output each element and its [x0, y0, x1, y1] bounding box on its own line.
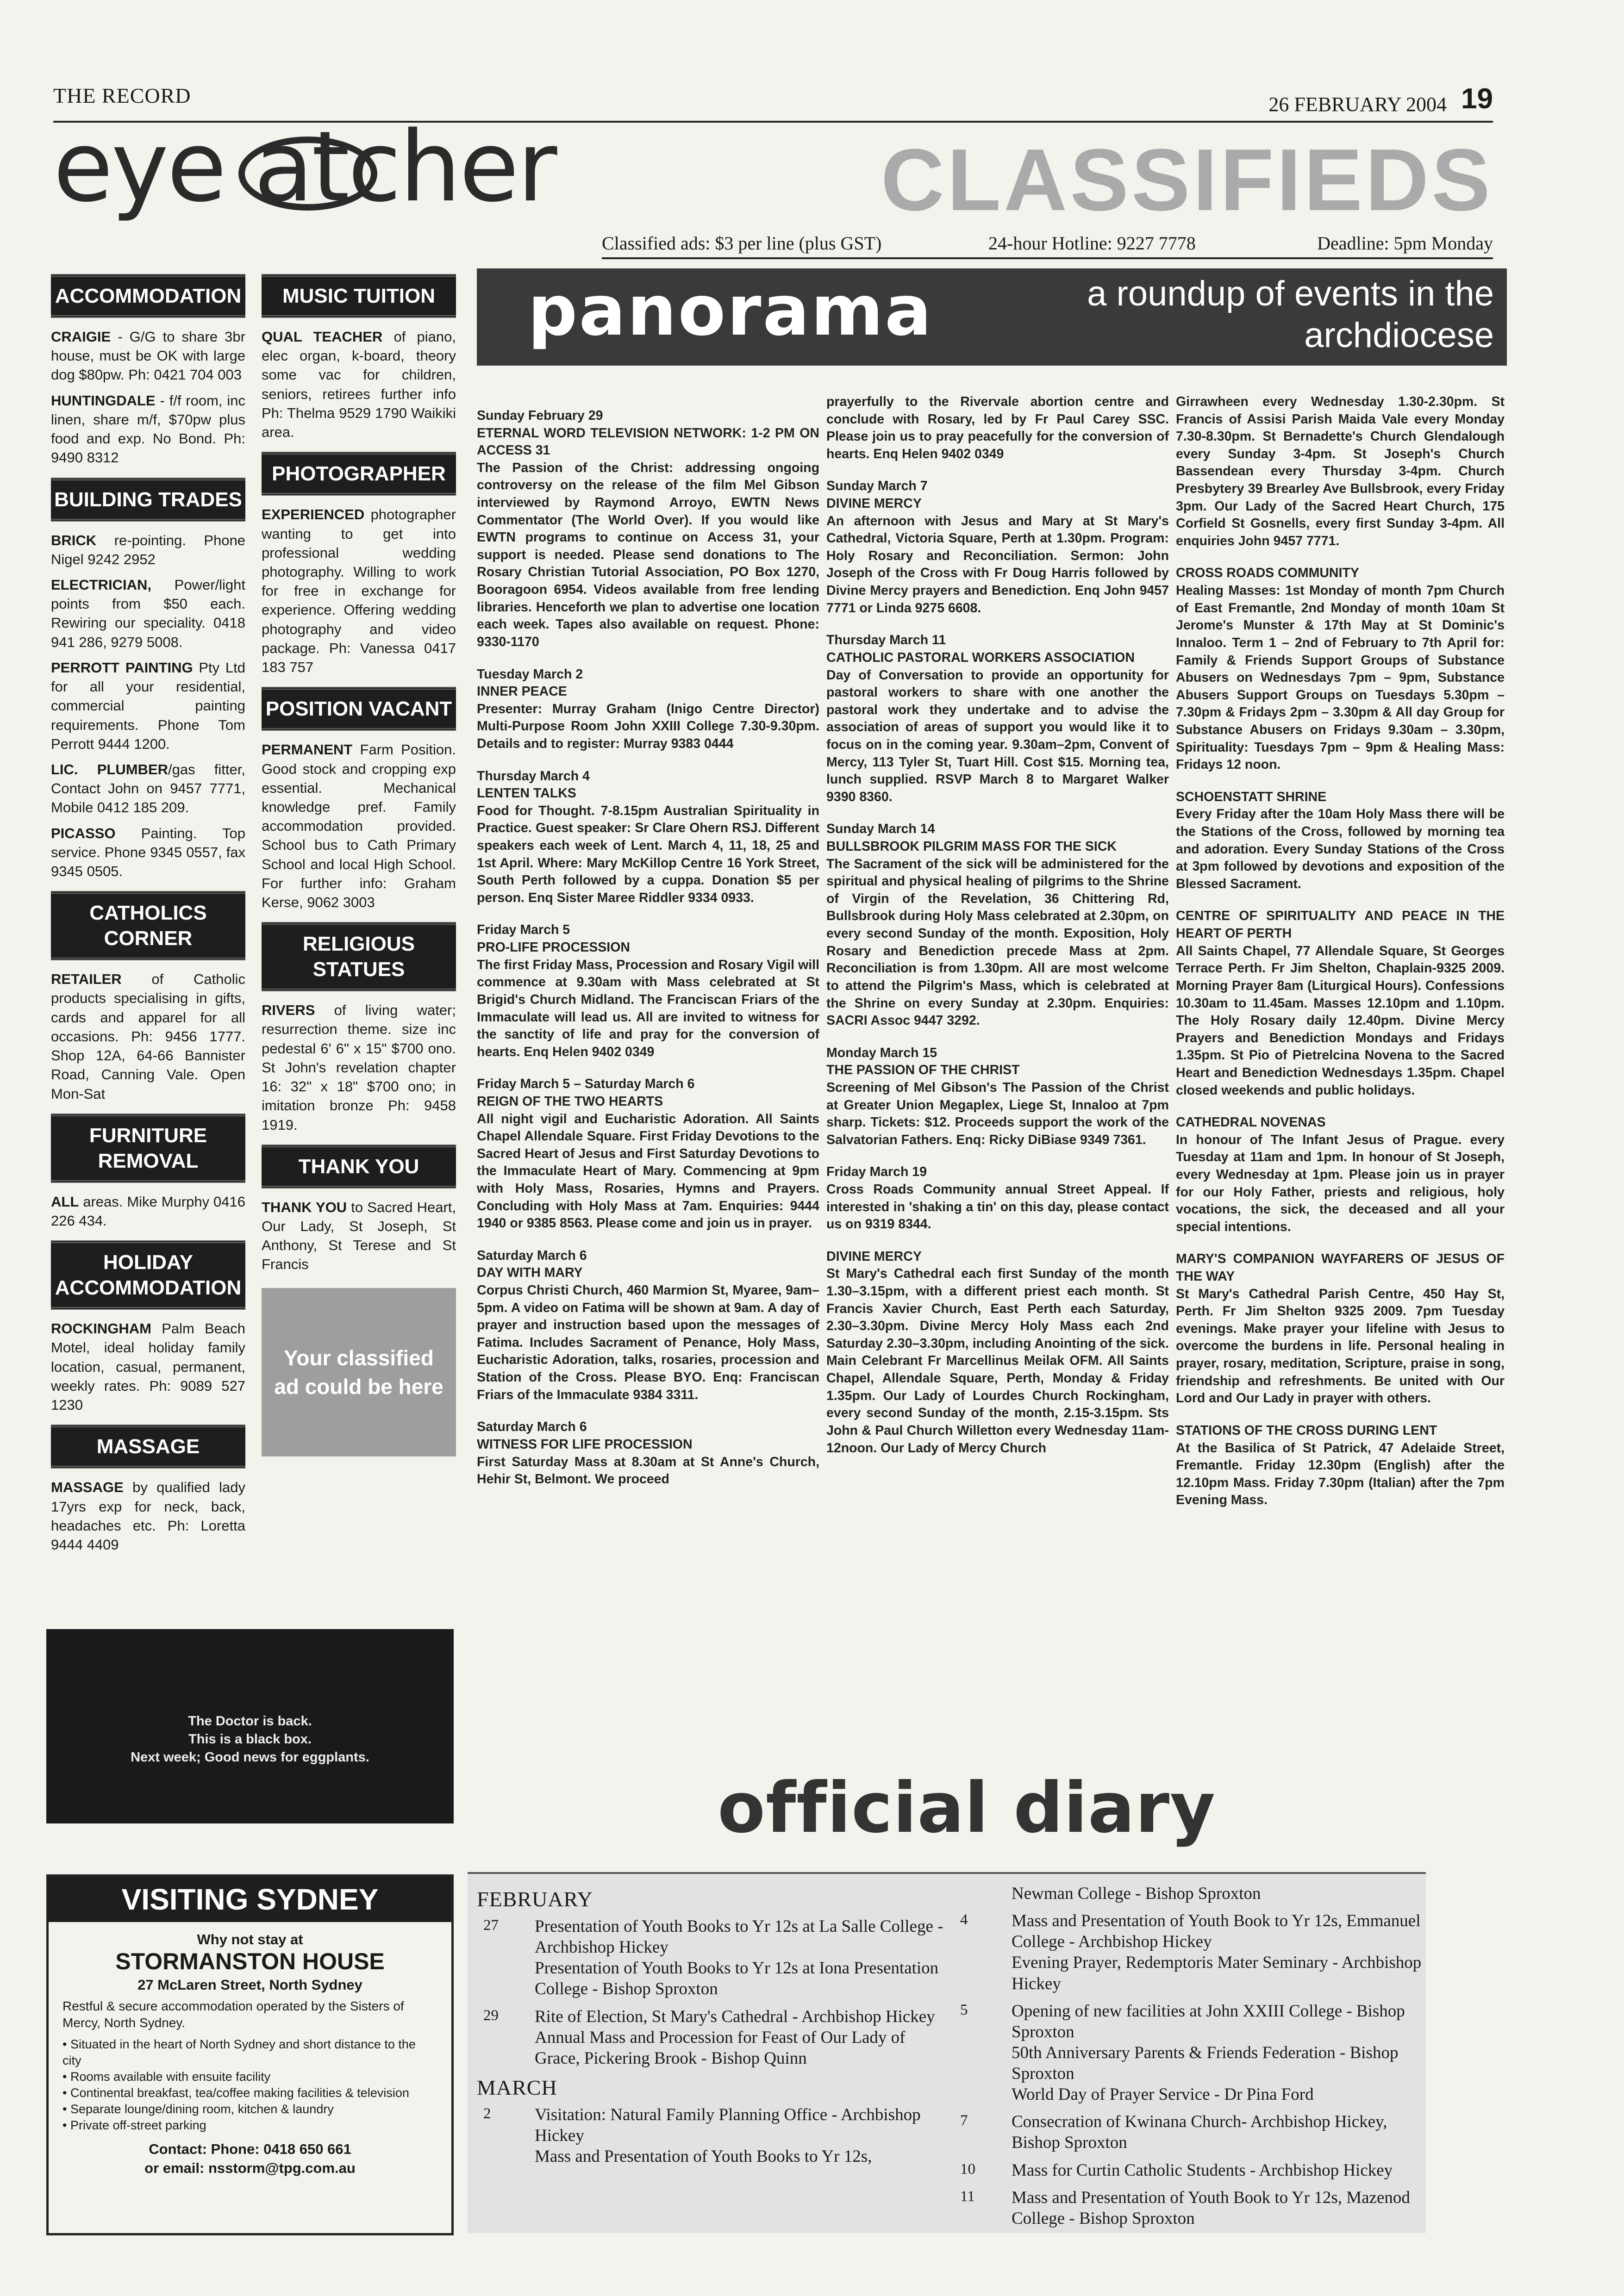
- event-body: St Mary's Cathedral Parish Centre, 450 Hay St, Perth. Fr Jim Shelton 9325 2009. 7pm Tuesday evenings. Make prayer your lifeline with Jesus to overcome the burdens in life. Personal healing in prayer, rosary, meditation, Scripture, praise in song, friendship and refreshments. Be united with Our Lord and Our Lady in prayer with others.: [1176, 1286, 1505, 1406]
- ad-contact: [49, 2140, 451, 2178]
- ad-lead: RETAILER: [51, 971, 122, 988]
- eye-logo-icon: [238, 137, 377, 211]
- event-listing: [826, 1045, 1169, 1149]
- event-listing: [826, 821, 1169, 1029]
- event-body: The first Friday Mass, Procession and Rosary Vigil will commence at 9.30am with Mass celebrated at St Brigid's Church Midland. The Franciscan Friars of the Immaculate will lead us. All are invited to witness for the sanctity of life and pray for the conversion of hearts. Enq Helen 9402 0349: [477, 957, 819, 1059]
- event-listing: [826, 1248, 1169, 1457]
- event-date: Saturday March 6: [477, 1419, 587, 1435]
- event-listing: [477, 921, 819, 1061]
- ad-contact-email: or email: nsstorm@tpg.com.au: [144, 2159, 356, 2176]
- classified-ad: [51, 1319, 245, 1414]
- ad-feature: • Continental breakfast, tea/coffee making facilities & television: [62, 2085, 437, 2101]
- event-title: DIVINE MERCY: [826, 1249, 922, 1264]
- ad-text: of Catholic products specialising in gifts, cards and apparel for all occasions. Ph: 9456 1777. Shop 12A, 64-66 Bannister Road, Canning Vale. Open Mon-Sat: [51, 971, 245, 1102]
- event-date: Monday March 15: [826, 1045, 937, 1060]
- category-heading: PHOTOGRAPHER: [262, 452, 456, 496]
- ad-lead: HUNTINGDALE: [51, 392, 156, 409]
- event-date: Tuesday March 2: [477, 666, 583, 682]
- ad-lead: EXPERIENCED: [262, 506, 365, 523]
- hotline: 24-hour Hotline: 9227 7778: [988, 233, 1196, 254]
- event-listing: [477, 1247, 819, 1404]
- ad-lead: PERMANENT: [262, 741, 353, 758]
- ad-body: Restful & secure accommodation operated by the Sisters of Mercy, North Sydney.: [62, 1999, 404, 2030]
- diary-item: 50th Anniversary Parents & Friends Federation - Bishop Sproxton: [1012, 2043, 1399, 2083]
- black-box-line: Next week; Good news for eggplants.: [131, 1750, 369, 1765]
- diary-item: Presentation of Youth Books to Yr 12s at La Salle College - Archbishop Hickey: [535, 1917, 943, 1957]
- event-listing: [1176, 1251, 1505, 1407]
- event-title: CROSS ROADS COMMUNITY: [1176, 566, 1359, 581]
- classified-ad: [51, 970, 245, 1103]
- diary-item: Rite of Election, St Mary's Cathedral - Archbishop Hickey: [535, 2007, 935, 2026]
- ad-lead: ELECTRICIAN,: [51, 576, 151, 593]
- ad-feature: • Private off-street parking: [62, 2117, 437, 2134]
- diary-column-1: [477, 1883, 947, 2173]
- ad-lead: PICASSO: [51, 825, 116, 841]
- classified-info-line: [602, 231, 1493, 259]
- ad-text: Painting. Top service. Phone 9345 0557, fax 9345 0505.: [51, 825, 245, 880]
- classified-ad: [51, 760, 245, 817]
- event-body: In honour of The Infant Jesus of Prague. every Tuesday at 11am and 1pm. In honour of St Joseph, every Wednesday at 1pm. Please join us in prayer for our Holy Father, priests and religious, holy vocations, the sick, the deceased and all your special intentions.: [1176, 1132, 1505, 1234]
- event-title: CATHEDRAL NOVENAS: [1176, 1115, 1326, 1130]
- black-box-notice: [46, 1629, 454, 1823]
- panorama-subtitle: a roundup of events in the archdiocese: [1087, 274, 1494, 355]
- category-heading: THANK YOU: [262, 1145, 456, 1188]
- ad-lead: LIC. PLUMBER: [51, 761, 169, 778]
- diary-day: 27: [483, 1917, 499, 1934]
- ad-text: by qualified lady 17yrs exp for neck, back, headaches etc. Ph: Loretta 9444 4409: [51, 1479, 245, 1553]
- section-brand: [53, 110, 1493, 229]
- event-date: Friday March 19: [826, 1164, 927, 1180]
- event-title: THE PASSION OF THE CHRIST: [826, 1063, 1020, 1078]
- ad-text: to Sacred Heart, Our Lady, St Joseph, St Anthony, St Terese and St Francis: [262, 1199, 456, 1273]
- classified-ad: [51, 575, 245, 652]
- diary-day: 11: [960, 2188, 975, 2205]
- event-listing: [1176, 908, 1505, 1099]
- diary-entry: [954, 2111, 1424, 2153]
- event-title: STATIONS OF THE CROSS DURING LENT: [1176, 1423, 1437, 1438]
- event-date: Sunday March 7: [826, 479, 928, 494]
- diary-day: 29: [483, 2007, 499, 2024]
- event-body: Presenter: Murray Graham (Inigo Centre Director) Multi-Purpose Room John XXIII College 7.30-9.30pm. Details and to register: Murray 9383 0444: [477, 701, 819, 751]
- diary-item: Mass and Presentation of Youth Book to Yr 12s, Mazenod College - Bishop Sproxton: [1012, 2188, 1410, 2228]
- event-listing: [1176, 393, 1505, 550]
- event-title: WITNESS FOR LIFE PROCESSION: [477, 1437, 693, 1452]
- event-body: All night vigil and Eucharistic Adoration. All Saints Chapel Allendale Square. First Friday Devotions to the Sacred Heart of Jesus and First Saturday Devotions to the Immaculate Heart of Mary. Commencing at 9pm with Holy Mass, Rosaries, Hymns and Prayers. Concluding with Holy Mass at 7am. Enquiries: 9444 1940 or 9385 8563. Please come and join us in prayer.: [477, 1111, 819, 1231]
- event-date: Saturday March 6: [477, 1248, 587, 1263]
- classified-ad: [262, 505, 456, 677]
- classifieds-column-1: [51, 264, 245, 1561]
- diary-day: 7: [960, 2112, 968, 2129]
- event-listing: [826, 478, 1169, 617]
- ad-text: Pty Ltd for all your residential, commercial painting requirements. Phone Tom Perrott 9444 1200.: [51, 659, 245, 752]
- event-listing: [1176, 789, 1505, 893]
- your-ad-here-promo: Your classified ad could be here: [262, 1288, 456, 1456]
- event-listing: [477, 407, 819, 651]
- ad-text: Palm Beach Motel, ideal holiday family location, casual, permanent, weekly rates. Ph: 9089 527 1230: [51, 1320, 245, 1413]
- diary-day: 5: [960, 2001, 968, 2018]
- event-body: Food for Thought. 7-8.15pm Australian Spirituality in Practice. Guest speaker: Sr Clare Ohern RSJ. Different speakers each week of Lent. March 4, 11, 18, 25 and 1st April. Where: Mary McKillop Centre 16 York Street, South Perth followed by a cuppa. Donation $5 per person. Enq Sister Maree Riddler 9334 0933.: [477, 803, 819, 905]
- page-number: 19: [1461, 83, 1493, 115]
- ad-text: Farm Position. Good stock and cropping exp essential. Mechanical knowledge pref. Family accommodation provided. School bus to Cath Primary School and local High School. For further info: Graham Kerse, 9062 3003: [262, 741, 456, 911]
- ad-feature: • Situated in the heart of North Sydney and short distance to the city: [62, 2036, 437, 2069]
- diary-month: MARCH: [477, 2075, 557, 2099]
- deadline: Deadline: 5pm Monday: [1317, 233, 1493, 254]
- official-diary-title: official diary: [718, 1768, 1216, 1848]
- ad-text: /gas fitter, Contact John on 9457 7771, Mobile 0412 185 209.: [51, 761, 245, 816]
- ad-title: VISITING SYDNEY: [49, 1877, 451, 1922]
- ad-text: Power/light points from $50 each. Rewiring our speciality. 0418 941 286, 9279 5008.: [51, 576, 245, 650]
- event-title: BULLSBROOK PILGRIM MASS FOR THE SICK: [826, 839, 1117, 854]
- diary-entry: [954, 2187, 1424, 2229]
- event-body: The Passion of the Christ: addressing ongoing controversy on the release of the film Mel Gibson interviewed by Raymond Arroyo, EWTN News Commentator (The World Over). If you would like EWTN programs to continue on Access 31, your support is needed. Please send donations to The Rosary Christian Tutorial Association, PO Box 1270, Booragoon 6954. Videos available from free lending libraries. Henceforth we plan to advertise one location each week. Tapes also available on request. Phone: 9330-1170: [477, 460, 819, 649]
- event-title: DAY WITH MARY: [477, 1265, 583, 1281]
- event-body: St Mary's Cathedral each first Sunday of the month 1.30–3.15pm, with a different priest each month. St Francis Xavier Church, East Perth each Saturday, 2.30–3.30pm. Divine Mercy Holy Mass each 2nd Saturday 2.30–3.30pm, including Anointing of the sick. Main Celebrant Fr Marcellinus Meilak OFM. All Saints Chapel, Allendale Square, Perth, Monday & Friday 1.35pm. Our Lady of Lourdes Church Rockingham, every second Sunday of the month, 2.15-3.15pm. Sts John & Paul Church Willetton every Wednesday 11am-12noon. Our Lady of Mercy Church: [826, 1266, 1169, 1456]
- event-body: The Sacrament of the sick will be administered for the spiritual and physical healing of pilgrims to the Shrine of Virgin of the Revelation, 36 Chittering Rd, Bullsbrook during Holy Mass celebrated at 2.30pm, on every second Sunday of the month. Exposition, Holy Rosary and Benediction precede Mass at 2pm. Reconciliation is from 1.30pm. All are most welcome to attend the Pilgrim's Mass, which is celebrated at the Shrine on every Sunday at 2.30pm. Enquiries: SACRI Assoc 9447 3292.: [826, 856, 1169, 1028]
- event-listing: [477, 1076, 819, 1232]
- diary-entry: [954, 1910, 1424, 1994]
- diary-entry: [954, 2001, 1424, 2105]
- category-heading: CATHOLICS CORNER: [51, 891, 245, 960]
- classified-ad: [51, 327, 245, 385]
- diary-item: Mass and Presentation of Youth Book to Yr 12s, Emmanuel College - Archbishop Hickey: [1012, 1911, 1421, 1952]
- event-listing: [1176, 565, 1505, 773]
- diary-item: Opening of new facilities at John XXIII College - Bishop Sproxton: [1012, 2001, 1405, 2041]
- ad-text: of living water; resurrection theme. size inc pedestal 6' 6" x 15" $700 ono. St John's revelation chapter 16: 32" x 18" $700 ono; in imitation bronze Ph: 9458 1919.: [262, 1002, 456, 1133]
- event-listing: [477, 768, 819, 907]
- classified-ad: [51, 824, 245, 881]
- diary-item: Newman College - Bishop Sproxton: [1012, 1884, 1261, 1903]
- classified-ad: [262, 1198, 456, 1274]
- classified-ad: [51, 391, 245, 467]
- event-title: CENTRE OF SPIRITUALITY AND PEACE IN THE HEART OF PERTH: [1176, 908, 1505, 941]
- ad-text: - f/f room, inc linen, share m/f, $70pw plus food and exp. No Bond. Ph: 9490 8312: [51, 392, 245, 466]
- issue-date: 26 FEBRUARY 2004: [1268, 93, 1447, 116]
- event-listing: [826, 632, 1169, 806]
- event-body: Cross Roads Community annual Street Appeal. If interested in 'shaking a tin' on this day, please contact us on 9319 8344.: [826, 1182, 1169, 1232]
- diary-item: Annual Mass and Procession for Feast of Our Lady of Grace, Pickering Brook - Bishop Quinn: [535, 2028, 906, 2068]
- event-body: Girrawheen every Wednesday 1.30-2.30pm. St Francis of Assisi Parish Maida Vale every Monday 7.30-8.30pm. St Bernadette's Church Glendalough every Sunday 3-4pm. St Joseph's Church Bassendean every Thursday 3-4pm. Church Presbytery 39 Brearley Ave Bullsbrook, every Friday 3pm. Our Lady of the Sacred Heart Church, 175 Corfield St Gosnells, every first Sunday 3-4pm. All enquiries John 9457 7771.: [1176, 394, 1505, 548]
- event-body: Every Friday after the 10am Holy Mass there will be the Stations of the Cross, followed by morning tea and adoration. Every Sunday Stations of the Cross at 3pm followed by devotions and exposition of the Blessed Sacrament.: [1176, 807, 1505, 891]
- diary-entry: [477, 1916, 947, 2000]
- category-heading: ACCOMMODATION: [51, 274, 245, 318]
- event-body: Day of Conversation to provide an opportunity for pastoral workers to share with one another the pastoral work they undertake and to advise the association of areas of support you would like it to focus on in the coming year. 9.30am–2pm, Convent of Mercy, 113 Tyler St, Tuart Hill. Cost $15. Morning tea, lunch supplied. RSVP March 8 to Margaret Walker 9390 8360.: [826, 667, 1169, 804]
- panorama-column-2: [826, 393, 1169, 1472]
- diary-item: Presentation of Youth Books to Yr 12s at Iona Presentation College - Bishop Sproxton: [535, 1959, 939, 1999]
- category-heading: MASSAGE: [51, 1425, 245, 1468]
- category-heading: BUILDING TRADES: [51, 478, 245, 522]
- classified-ad: [262, 740, 456, 912]
- event-date: Friday March 5: [477, 922, 570, 938]
- diary-item: Mass and Presentation of Youth Books to Yr 12s,: [535, 2147, 872, 2166]
- diary-item: Evening Prayer, Redemptoris Mater Seminary - Archbishop Hickey: [1012, 1953, 1422, 1993]
- ad-lead: ROCKINGHAM: [51, 1320, 151, 1337]
- event-listing: [826, 393, 1169, 463]
- diary-item: World Day of Prayer Service - Dr Pina Ford: [1012, 2085, 1314, 2104]
- diary-item: Mass for Curtin Catholic Students - Archbishop Hickey: [1012, 2160, 1393, 2180]
- diary-month: FEBRUARY: [477, 1887, 593, 1911]
- diary-day: 10: [960, 2160, 975, 2178]
- ad-text: re-pointing. Phone Nigel 9242 2952: [51, 532, 245, 567]
- classified-ad: [51, 1192, 245, 1230]
- ad-lead: QUAL TEACHER: [262, 329, 383, 345]
- brand-eye-catcher: eye atcher: [53, 110, 556, 224]
- classified-ad: [51, 1478, 245, 1554]
- ad-feature: • Separate lounge/dining room, kitchen & laundry: [62, 2101, 437, 2117]
- event-title: SCHOENSTATT SHRINE: [1176, 789, 1327, 804]
- ad-lead: MASSAGE: [51, 1479, 124, 1496]
- event-title: DIVINE MERCY: [826, 496, 922, 511]
- diary-day: 2: [483, 2105, 491, 2122]
- classifieds-column-2: [262, 264, 456, 1456]
- ad-address: 27 McLaren Street, North Sydney: [137, 1977, 362, 1993]
- ad-lead: CRAIGIE: [51, 329, 111, 345]
- ad-text: - G/G to share 3br house, must be OK with large dog $80pw. Ph: 0421 704 003: [51, 329, 245, 383]
- diary-day: 4: [960, 1911, 968, 1929]
- ad-lead: ALL: [51, 1193, 79, 1210]
- category-heading: RELIGIOUS STATUES: [262, 922, 456, 991]
- event-date: Friday March 5 – Saturday March 6: [477, 1076, 695, 1092]
- category-heading: POSITION VACANT: [262, 687, 456, 731]
- event-date: Sunday February 29: [477, 408, 603, 423]
- diary-entry: [477, 2006, 947, 2069]
- ad-text: of piano, elec organ, k-board, theory some vac for children, seniors, retirees further info Ph: Thelma 9529 1790 Waikiki area.: [262, 329, 456, 441]
- event-body: All Saints Chapel, 77 Allendale Square, St Georges Terrace Perth. Fr Jim Shelton, Chaplain-9325 2009. Morning Prayer 8am (Liturgical Hours). Confessions 10.30am to 11.45am. Masses 12.10pm and 1.10pm. The Holy Rosary daily 12.40pm. Divine Mercy Prayers and Benediction Mondays and Fridays 1.35pm. St Pio of Pietrelcina Novena to the Sacred Heart and Benediction Wednesdays 1.35pm. Chapel closed weekends and public holidays.: [1176, 943, 1505, 1098]
- event-body: An afternoon with Jesus and Mary at St Mary's Cathedral, Victoria Square, Perth at 1.30pm. Program: Holy Rosary and Reconciliation. Sermon: John Joseph of the Cross with Fr Doug Harris followed by Divine Mercy prayers and Benediction. Enq John 9457 7771 or Linda 9275 6608.: [826, 513, 1169, 616]
- diary-entry: [477, 2104, 947, 2167]
- ad-venue-name: STORMANSTON HOUSE: [115, 1948, 385, 1974]
- event-title: ETERNAL WORD TELEVISION NETWORK: 1-2 PM ON ACCESS 31: [477, 425, 819, 458]
- visiting-sydney-ad: [46, 1874, 454, 2235]
- event-body: prayerfully to the Rivervale abortion centre and conclude with Rosary, led by Fr Paul Carey SSC. Please join us to pray peacefully for the conversion of hearts. Enq Helen 9402 0349: [826, 394, 1169, 461]
- event-title: INNER PEACE: [477, 684, 567, 699]
- event-title: MARY'S COMPANION WAYFARERS OF JESUS OF THE WAY: [1176, 1251, 1505, 1284]
- ad-lead: BRICK: [51, 532, 97, 548]
- ad-contact-phone: Contact: Phone: 0418 650 661: [149, 2141, 351, 2158]
- panorama-title: panorama: [528, 271, 933, 351]
- diary-entry: [954, 1883, 1424, 1904]
- event-date: Thursday March 4: [477, 768, 590, 784]
- panorama-column-1: [477, 407, 819, 1503]
- classified-ad: [262, 327, 456, 442]
- event-date: Thursday March 11: [826, 633, 946, 648]
- ad-feature-list: [49, 2032, 451, 2134]
- black-box-line: This is a black box.: [188, 1732, 312, 1747]
- event-body: Corpus Christi Church, 460 Marmion St, Myaree, 9am–5pm. A video on Fatima will be shown at 9am. A day of prayer and instruction based upon the messages of Fatima. Includes Sacrament of Penance, Holy Mass, Eucharistic Adoration, talks, rosaries, procession and Station of the Cross. Please BYO. Enq: Franciscan Friars of the Immaculate 9384 3311.: [477, 1283, 819, 1402]
- event-listing: [1176, 1422, 1505, 1509]
- event-title: PRO-LIFE PROCESSION: [477, 940, 630, 955]
- event-body: At the Basilica of St Patrick, 47 Adelaide Street, Fremantle. Friday 12.30pm (English) after the 12.10pm Mass. Friday 7.30pm (Italian) after the 7pm Evening Mass.: [1176, 1440, 1505, 1508]
- classified-ad: [51, 531, 245, 569]
- black-box-line: The Doctor is back.: [188, 1714, 312, 1729]
- diary-column-2: [954, 1883, 1424, 2235]
- brand-classifieds: CLASSIFIEDS: [881, 131, 1493, 229]
- ad-subtitle: Why not stay at: [197, 1931, 303, 1948]
- event-listing: [826, 1164, 1169, 1233]
- event-body: Screening of Mel Gibson's The Passion of the Christ at Greater Union Megaplex, Liege St, Innaloo at 7pm sharp. Tickets: $12. Proceeds support the work of the Salvatorian Fathers. Enq: Ricky DiBiase 9349 7361.: [826, 1080, 1169, 1147]
- ad-text: photographer wanting to get into professional wedding photography. Willing to work for free in exchange for experience. Offering wedding photography and video package. Ph: Vanessa 0417 183 757: [262, 506, 456, 676]
- ad-lead: RIVERS: [262, 1002, 315, 1019]
- event-body: Healing Masses: 1st Monday of month 7pm Church of East Fremantle, 2nd Monday of month 10am St Jerome's Munster & 17th May at St Dominic's Innaloo. Term 1 – 2nd of February to 7th April for: Family & Friends Support Groups of Substance Abusers on Wednesdays 7pm – 9pm, Substance Abusers Support Groups on Tuesdays 5.30pm – 7.30pm & Fridays 2pm – 3.30pm & All day Group for Substance Abusers on Fridays 9.30am – 3.30pm, Spirituality: Tuesdays 7pm – 9pm & Healing Mass: Fridays 12 noon.: [1176, 583, 1505, 772]
- event-title: REIGN OF THE TWO HEARTS: [477, 1094, 663, 1109]
- ad-feature: • Rooms available with ensuite facility: [62, 2069, 437, 2085]
- event-date: Sunday March 14: [826, 821, 935, 837]
- diary-item: Consecration of Kwinana Church- Archbishop Hickey, Bishop Sproxton: [1012, 2112, 1387, 2153]
- official-diary: [468, 1872, 1426, 2233]
- ad-lead: THANK YOU: [262, 1199, 347, 1215]
- event-title: LENTEN TALKS: [477, 786, 576, 801]
- category-heading: MUSIC TUITION: [262, 274, 456, 318]
- category-heading: HOLIDAY ACCOMMODATION: [51, 1240, 245, 1310]
- classified-ad: [262, 1001, 456, 1134]
- event-title: CATHOLIC PASTORAL WORKERS ASSOCIATION: [826, 650, 1135, 665]
- ad-text: areas. Mike Murphy 0416 226 434.: [51, 1193, 245, 1229]
- ad-rate: Classified ads: $3 per line (plus GST): [602, 233, 882, 254]
- event-listing: [477, 1419, 819, 1488]
- paper-name: THE RECORD: [53, 84, 191, 107]
- panorama-banner: [477, 268, 1507, 366]
- event-listing: [1176, 1114, 1505, 1236]
- category-heading: FURNITURE REMOVAL: [51, 1114, 245, 1183]
- event-listing: [477, 666, 819, 753]
- diary-entry: [954, 2160, 1424, 2181]
- classified-ad: [51, 658, 245, 753]
- panorama-column-3: [1176, 393, 1505, 1524]
- event-body: First Saturday Mass at 8.30am at St Anne's Church, Hehir St, Belmont. We proceed: [477, 1454, 819, 1487]
- ad-lead: PERROTT PAINTING: [51, 659, 193, 676]
- diary-item: Visitation: Natural Family Planning Office - Archbishop Hickey: [535, 2105, 921, 2145]
